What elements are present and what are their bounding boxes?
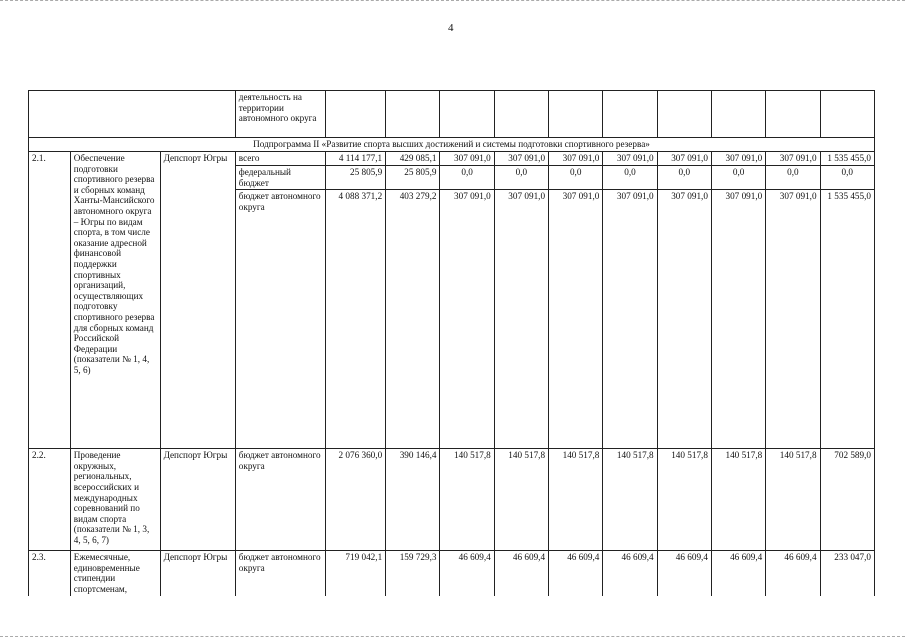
value-cell: 140 517,8	[766, 449, 820, 551]
value-cell: 159 729,3	[386, 551, 440, 597]
executor: Депспорт Югры	[160, 551, 235, 597]
activity-name: Ежемесячные, единовременные стипендии спортсменам,	[70, 551, 160, 597]
value-cell: 46 609,4	[766, 551, 820, 597]
value-cell: 403 279,2	[386, 190, 440, 449]
table-row	[29, 551, 875, 597]
value-cell: 307 091,0	[766, 152, 820, 166]
value-cell: 2 076 360,0	[325, 449, 386, 551]
value-cell: 233 047,0	[820, 551, 874, 597]
table-row	[29, 152, 875, 166]
value-cell: 46 609,4	[657, 551, 711, 597]
value-cell: 307 091,0	[711, 152, 765, 166]
value-cell: 46 609,4	[494, 551, 548, 597]
value-cell: 307 091,0	[657, 152, 711, 166]
value-cell: 46 609,4	[711, 551, 765, 597]
value-cell: 0,0	[657, 166, 711, 190]
value-cell: 307 091,0	[494, 152, 548, 166]
value-cell: 307 091,0	[440, 152, 494, 166]
budget-table	[28, 90, 875, 596]
page-top-edge	[0, 0, 905, 5]
value-cell: 4 088 371,2	[325, 190, 386, 449]
activity-name: Обеспечение подготовки спортивного резерва и сборных команд Ханты-Мансийского автономного округа – Югры по видам спорта, в том числе оказание адресной финансовой поддержки спортивных организаций, осуществляющих подготовку спортивного резерва для сборных команд Российской Федерации (показатели № 1, 4, 5, 6)	[70, 152, 160, 449]
subprogram-title: Подпрограмма II «Развитие спорта высших достижений и системы подготовки спортивного резерва»	[29, 138, 875, 152]
funding-source: федеральный бюджет	[235, 166, 325, 190]
value-cell: 140 517,8	[657, 449, 711, 551]
continuation-source: деятельность на территории автономного округа	[235, 91, 325, 138]
value-cell: 0,0	[549, 166, 603, 190]
value-cell: 0,0	[820, 166, 874, 190]
activity-name: Проведение окружных, региональных, всероссийских и международных соревнований по видам спорта (показатели № 1, 3, 4, 5, 6, 7)	[70, 449, 160, 551]
value-cell: 307 091,0	[549, 190, 603, 449]
value-cell: 1 535 455,0	[820, 190, 874, 449]
value-cell: 1 535 455,0	[820, 152, 874, 166]
value-cell: 140 517,8	[711, 449, 765, 551]
value-cell: 307 091,0	[494, 190, 548, 449]
value-cell: 0,0	[494, 166, 548, 190]
funding-source: бюджет автономного округа	[235, 190, 325, 449]
table-row	[29, 449, 875, 551]
value-cell: 46 609,4	[440, 551, 494, 597]
value-cell: 390 146,4	[386, 449, 440, 551]
value-cell: 4 114 177,1	[325, 152, 386, 166]
value-cell: 46 609,4	[603, 551, 657, 597]
value-cell: 429 085,1	[386, 152, 440, 166]
executor: Депспорт Югры	[160, 152, 235, 449]
page-bottom-edge	[0, 632, 905, 637]
value-cell: 25 805,9	[386, 166, 440, 190]
value-cell: 307 091,0	[711, 190, 765, 449]
table-row-subprogram	[29, 138, 875, 152]
value-cell: 0,0	[711, 166, 765, 190]
value-cell: 140 517,8	[494, 449, 548, 551]
value-cell: 307 091,0	[440, 190, 494, 449]
row-number: 2.1.	[29, 152, 71, 449]
funding-source: бюджет автономного округа	[235, 551, 325, 597]
value-cell: 140 517,8	[603, 449, 657, 551]
row-number: 2.3.	[29, 551, 71, 597]
table-row-continuation	[29, 91, 875, 138]
row-number: 2.2.	[29, 449, 71, 551]
value-cell: 307 091,0	[766, 190, 820, 449]
value-cell: 46 609,4	[549, 551, 603, 597]
value-cell: 307 091,0	[549, 152, 603, 166]
value-cell: 0,0	[766, 166, 820, 190]
value-cell: 140 517,8	[549, 449, 603, 551]
value-cell: 719 042,1	[325, 551, 386, 597]
value-cell: 307 091,0	[603, 190, 657, 449]
value-cell: 0,0	[440, 166, 494, 190]
value-cell: 307 091,0	[603, 152, 657, 166]
value-cell: 25 805,9	[325, 166, 386, 190]
value-cell: 702 589,0	[820, 449, 874, 551]
funding-source: бюджет автономного округа	[235, 449, 325, 551]
value-cell: 0,0	[603, 166, 657, 190]
executor: Депспорт Югры	[160, 449, 235, 551]
funding-source: всего	[235, 152, 325, 166]
value-cell: 140 517,8	[440, 449, 494, 551]
value-cell: 307 091,0	[657, 190, 711, 449]
page-number: 4	[448, 22, 454, 34]
